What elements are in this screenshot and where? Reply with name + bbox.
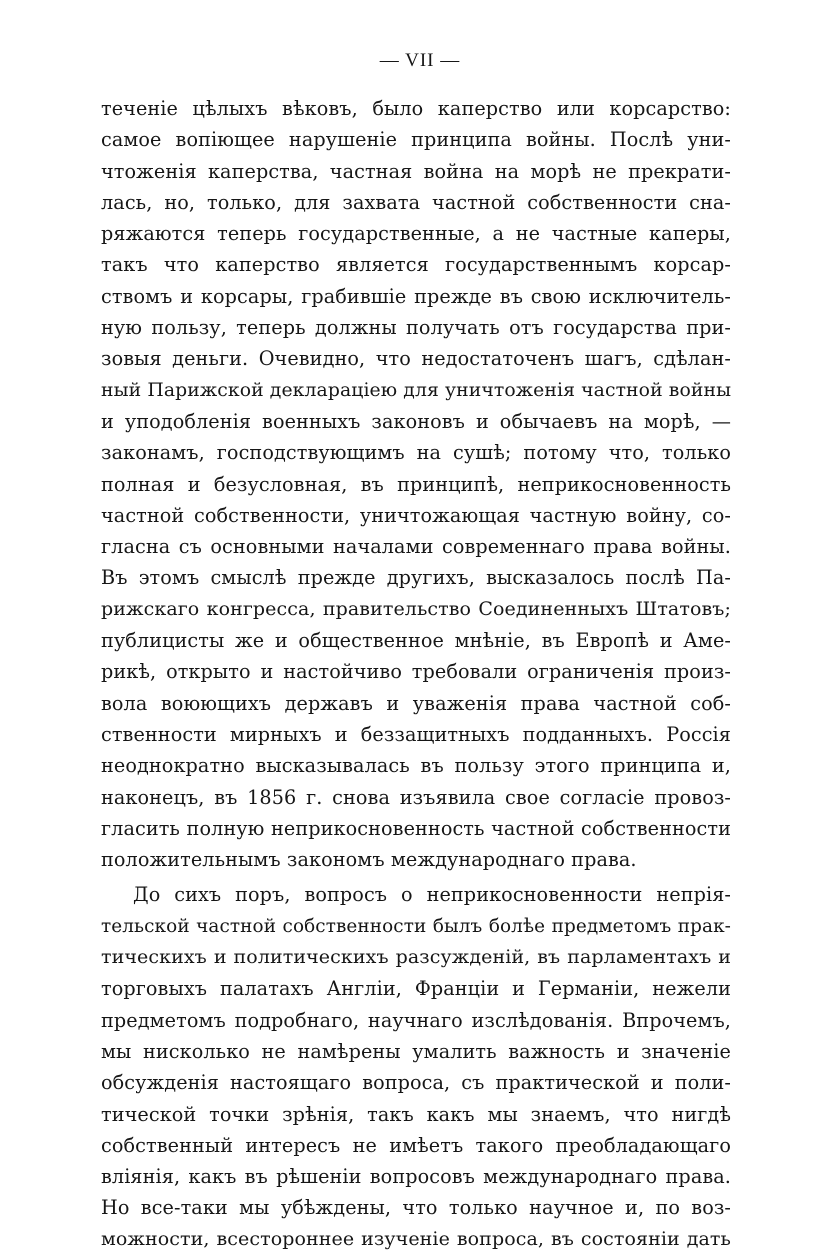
text-line: До сихъ поръ, вопросъ о неприкосновенности непрія- xyxy=(133,883,731,907)
paragraph-1 xyxy=(101,93,731,875)
text-line: частной собственности, уничтожающая частную войну, со- xyxy=(101,503,731,527)
page-number: — VII — xyxy=(379,50,461,71)
text-line: торговыхъ палатахъ Англіи, Франціи и Германіи, нежели xyxy=(101,977,731,1001)
text-line: ряжаются теперь государственные, а не частные каперы, xyxy=(101,222,731,246)
text-line: теченіе цѣлыхъ вѣковъ, было каперство или корсарство: xyxy=(101,97,731,120)
text-line: полная и безусловная, въ принципѣ, неприкосновенность xyxy=(101,472,731,496)
text-line: вола воюющихъ державъ и уваженія права частной соб- xyxy=(101,691,731,715)
text-line: обсужденія настоящаго вопроса, съ практической и поли- xyxy=(101,1071,731,1095)
text-line: законамъ, господствующимъ на сушѣ; потому что, только xyxy=(101,441,731,465)
text-line: рикѣ, открыто и настойчиво требовали ограниченія произ- xyxy=(101,660,731,684)
text-line: вліянія, какъ въ рѣшеніи вопросовъ международнаго права. xyxy=(101,1165,731,1189)
text-line: наконецъ, въ 1856 г. снова изъявила свое согласіе провоз- xyxy=(101,785,731,809)
text-line: публицисты же и общественное мнѣніе, въ Европѣ и Аме- xyxy=(101,629,731,653)
text-line: самое вопіющее нарушеніе принципа войны. Послѣ уни- xyxy=(101,128,731,152)
text-line: ственности мирныхъ и беззащитныхъ подданныхъ. Россія xyxy=(101,722,731,746)
text-line: такъ что каперство является государственнымъ корсар- xyxy=(101,253,731,277)
text-line: лась, но, только, для захвата частной собственности сна- xyxy=(101,190,731,214)
text-line: положительнымъ закономъ международнаго права. xyxy=(101,848,637,872)
text-line: гласна съ основными началами современнаго права войны. xyxy=(101,535,731,559)
text-line: Въ этомъ смыслѣ прежде другихъ, высказалось послѣ Па- xyxy=(101,566,731,590)
paragraph-2 xyxy=(101,879,731,1255)
text-line: и уподобленія военныхъ законовъ и обычаевъ на морѣ, — xyxy=(101,409,731,433)
text-line: собственный интересъ не имѣетъ такого преобладающаго xyxy=(101,1133,731,1157)
text-line: неоднократно высказывалась въ пользу этого принципа и, xyxy=(101,754,731,778)
text-line: можности, всестороннее изученіе вопроса, въ состояніи дать xyxy=(101,1227,731,1250)
text-line: тической точки зрѣнія, такъ какъ мы знаемъ, что нигдѣ xyxy=(101,1102,731,1126)
text-line: тельской частной собственности былъ болѣе предметомъ прак- xyxy=(101,915,731,937)
text-line: чтоженія каперства, частная война на морѣ не прекрати- xyxy=(101,159,731,183)
text-line: рижскаго конгресса, правительство Соединенныхъ Штатовъ; xyxy=(101,597,731,620)
text-line: Но все-таки мы убѣждены, что только научное и, по воз- xyxy=(101,1196,731,1220)
text-line: ный Парижской декларацiею для уничтоженія частной войны xyxy=(101,379,732,401)
text-line: ную пользу, теперь должны получать отъ государства при- xyxy=(101,316,731,340)
text-line: зовыя деньги. Очевидно, что недостаточенъ шагъ, сдѣлан- xyxy=(101,347,731,371)
body-text xyxy=(101,93,731,1255)
text-line: мы нисколько не намѣрены умалить важность и значеніе xyxy=(101,1039,731,1063)
text-line: тическихъ и политическихъ разсужденій, въ парламентахъ и xyxy=(101,946,731,969)
text-line: ствомъ и корсары, грабившіе прежде въ свою исключитель- xyxy=(101,284,731,308)
text-line: предметомъ подробнаго, научнаго изслѣдованія. Впрочемъ, xyxy=(101,1008,731,1032)
text-line: гласить полную неприкосновенность частной собственности xyxy=(101,816,731,840)
